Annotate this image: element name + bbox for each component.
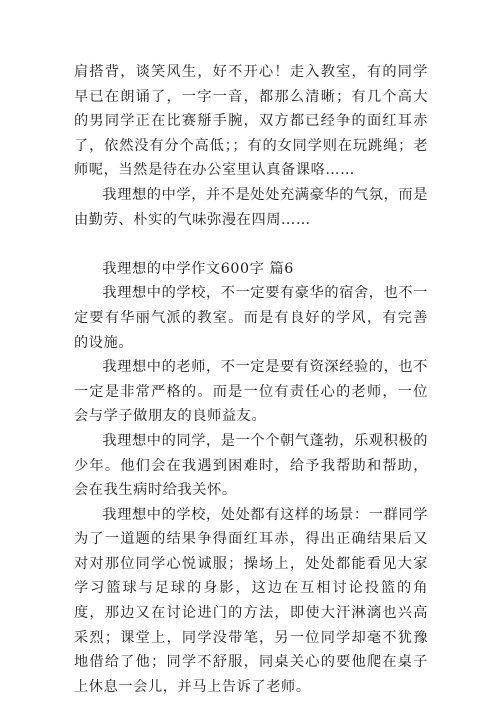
paragraph-ideal-scenes: 我理想中的学校，处处都有这样的场景：一群同学为了一道题的结果争得面红耳赤，得出正确结果后又对对那位同学心悦诚服；操场上，处处都能看见大家学习篮球与足球的身影，这边在互相讨论投篮的角度，那边又在讨论进门的方法，即使大汗淋漓也兴高采烈；课堂上，同学没带笔，另一位同学却毫不犹豫地借给了他；同学不舒服，同桌关心的要他爬在桌子上休息一会儿，并马上告诉了老师。 [74,506,428,695]
paragraph-continuation: 肩搭背，谈笑风生，好不开心！走入教室，有的同学早已在朗诵了，一字一音，都那么清晰；有几个高大的男同学正在比赛掰手腕，双方都已经争的面红耳赤了，依然没有分个高低；；有的女同学则在玩跳绳；老师呢，当然是待在办公室里认真备课咯…… [74,64,428,179]
paragraph-ideal-classmates: 我理想中的同学，是一个个朝气蓬勃，乐观积极的少年。他们会在我遇到困难时，给予我帮助和帮助，会在我生病时给我关怀。 [74,432,428,499]
paragraph-ideal-teacher: 我理想中的老师，不一定是要有资深经验的，也不一定是非常严格的。而是一位有责任心的老师，一位会与学子做朋友的良师益友。 [74,359,428,425]
essay-title: 我理想的中学作文600字 篇6 [102,260,294,277]
paragraph-ideal-school: 我理想中的学校，不一定要有豪华的宿舍，也不一定要有华丽气派的教室。而是有良好的学风，有完善的设施。 [74,285,428,351]
paragraph-ideal-school-atmosphere: 我理想的中学，并不是处处充满豪华的气氛，而是由勤劳、朴实的气味弥漫在四周…… [74,186,428,228]
document-page [74,60,428,699]
